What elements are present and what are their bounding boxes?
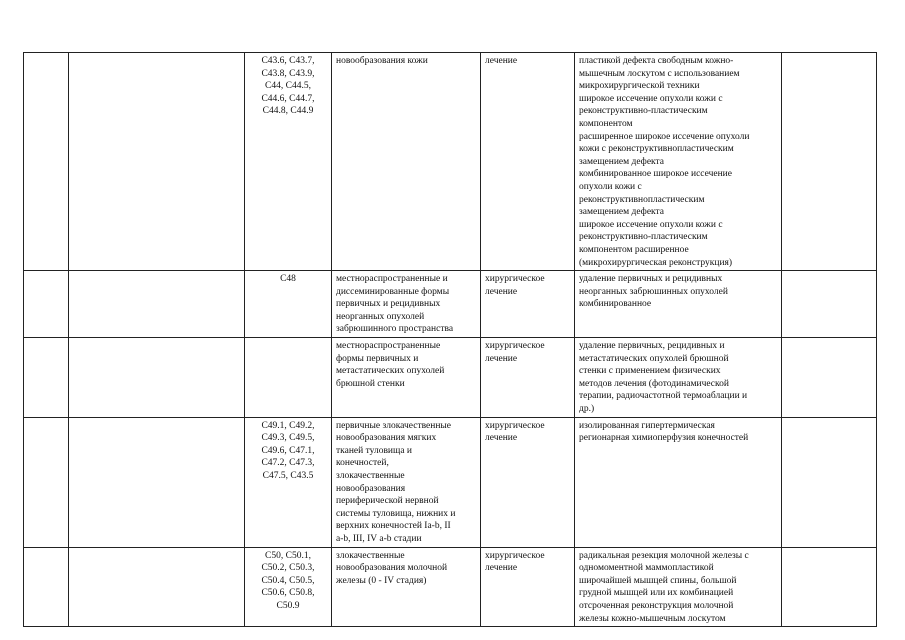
table-row bbox=[24, 53, 877, 271]
text-line: реконструктивнопластическим bbox=[579, 194, 705, 205]
empty-cell-norm bbox=[782, 547, 877, 627]
text-line: C44.8, C44.9 bbox=[262, 106, 314, 117]
empty-cell-index bbox=[24, 271, 69, 338]
text-line: лечение bbox=[485, 56, 518, 66]
text-line: хирургическое bbox=[485, 341, 545, 352]
empty-cell-norm bbox=[782, 271, 877, 338]
text-line: лечение bbox=[485, 563, 518, 574]
cell-method bbox=[575, 547, 782, 627]
text-line: радикальная резекция молочной железы с bbox=[579, 550, 749, 561]
text-line: C49.3, C49.5, bbox=[261, 433, 315, 444]
cell-condition bbox=[332, 53, 481, 271]
text-line: формы первичных и bbox=[336, 353, 419, 364]
text-line: реконструктивно-пластическим bbox=[579, 106, 708, 117]
text-line: C49.1, C49.2, bbox=[261, 420, 315, 431]
text-line: терапии, радиочастотной термоаблации и bbox=[579, 391, 748, 402]
cell-method bbox=[575, 417, 782, 547]
empty-cell-index bbox=[24, 338, 69, 418]
text-line: диссеминированные формы bbox=[336, 286, 450, 297]
text-line: местнораспространенные и bbox=[336, 274, 448, 285]
text-line: местнораспространенные bbox=[336, 341, 441, 352]
cell-codes bbox=[245, 547, 332, 627]
text-line: C48 bbox=[280, 274, 296, 285]
text-line: регионарная химиоперфузия конечностей bbox=[579, 433, 749, 444]
text-line: C50.6, C50.8, bbox=[261, 588, 315, 599]
text-line: C50.9 bbox=[276, 600, 300, 611]
text-line: лечение bbox=[485, 286, 518, 297]
text-line: хирургическое bbox=[485, 420, 545, 431]
text-line: хирургическое bbox=[485, 550, 545, 561]
text-line: системы туловища, нижних и bbox=[336, 508, 456, 519]
text-line: широчайшей мышцей спины, большой bbox=[579, 575, 737, 586]
text-line: (микрохирургическая реконструкция) bbox=[579, 257, 733, 268]
text-line: первичных и рецидивных bbox=[336, 299, 441, 310]
cell-method bbox=[575, 271, 782, 338]
text-line: комбинированное широкое иссечение bbox=[579, 169, 732, 180]
empty-cell-profile bbox=[69, 417, 245, 547]
cell-codes bbox=[245, 271, 332, 338]
text-line: C47.5, C43.5 bbox=[262, 471, 314, 481]
text-line: реконструктивно-пластическим bbox=[579, 232, 708, 243]
table-row bbox=[24, 271, 877, 338]
text-line: злокачественные bbox=[336, 471, 405, 481]
cell-treatment bbox=[481, 417, 575, 547]
text-line: отсроченная реконструкция молочной bbox=[579, 600, 734, 611]
text-line: C50, C50.1, bbox=[265, 550, 311, 561]
empty-cell-profile bbox=[69, 338, 245, 418]
text-line: методов лечения (фотодинамической bbox=[579, 378, 729, 389]
text-line: компонентом bbox=[579, 118, 633, 129]
empty-cell-index bbox=[24, 53, 69, 271]
text-line: кожи с реконструктивнопластическим bbox=[579, 144, 734, 155]
text-line: неорганных опухолей bbox=[336, 311, 425, 322]
cell-treatment bbox=[481, 547, 575, 627]
table-row bbox=[24, 338, 877, 418]
empty-cell-norm bbox=[782, 338, 877, 418]
text-line: железы кожно-мышечным лоскутом bbox=[579, 613, 726, 624]
text-line: широкое иссечение опухоли кожи с bbox=[579, 219, 723, 230]
cell-treatment bbox=[481, 271, 575, 338]
text-line: опухоли кожи с bbox=[579, 181, 642, 192]
text-line: C50.4, C50.5, bbox=[261, 575, 315, 586]
text-line: C47.2, C47.3, bbox=[261, 458, 315, 469]
cell-method bbox=[575, 53, 782, 271]
text-line: пластикой дефекта свободным кожно- bbox=[579, 56, 734, 66]
text-line: злокачественные bbox=[336, 550, 405, 561]
text-line: забрюшинного пространства bbox=[336, 324, 454, 335]
empty-cell-norm bbox=[782, 417, 877, 547]
text-line: др.) bbox=[579, 404, 595, 415]
cell-condition bbox=[332, 547, 481, 627]
text-line: C49.6, C47.1, bbox=[261, 445, 315, 456]
text-line: лечение bbox=[485, 433, 518, 444]
text-line: изолированная гипертермическая bbox=[579, 420, 715, 431]
text-line: a-b, III, IV a-b стадии bbox=[336, 533, 422, 544]
text-line: новообразования молочной bbox=[336, 563, 448, 574]
text-line: метастатических опухолей bbox=[336, 366, 445, 377]
text-line: расширенное широкое иссечение опухоли bbox=[579, 131, 750, 142]
cell-condition bbox=[332, 417, 481, 547]
cell-codes bbox=[245, 338, 332, 418]
empty-cell-index bbox=[24, 417, 69, 547]
text-line: неорганных забрюшинных опухолей bbox=[579, 286, 728, 297]
cell-codes bbox=[245, 417, 332, 547]
table-row bbox=[24, 547, 877, 627]
empty-cell-profile bbox=[69, 53, 245, 271]
cell-method bbox=[575, 338, 782, 418]
text-line: стенки с применением физических bbox=[579, 366, 721, 377]
text-line: грудной мышцей или их комбинацией bbox=[579, 588, 734, 599]
text-line: комбинированное bbox=[579, 299, 652, 310]
text-line: периферической нервной bbox=[336, 496, 439, 507]
text-line: первичные злокачественные bbox=[336, 420, 452, 431]
cell-treatment bbox=[481, 53, 575, 271]
text-line: C50.2, C50.3, bbox=[261, 563, 315, 574]
text-line: C44, C44.5, bbox=[265, 81, 311, 92]
text-line: брюшной стенки bbox=[336, 378, 405, 389]
text-line: одномоментной маммопластикой bbox=[579, 563, 714, 574]
text-line: лечение bbox=[485, 353, 518, 364]
cell-condition bbox=[332, 338, 481, 418]
text-line: новообразования кожи bbox=[336, 56, 428, 66]
empty-cell-profile bbox=[69, 271, 245, 338]
text-line: метастатических опухолей брюшной bbox=[579, 353, 729, 364]
empty-cell-profile bbox=[69, 547, 245, 627]
empty-cell-index bbox=[24, 547, 69, 627]
cell-treatment bbox=[481, 338, 575, 418]
text-line: хирургическое bbox=[485, 274, 545, 285]
empty-cell-norm bbox=[782, 53, 877, 271]
text-line: C43.8, C43.9, bbox=[261, 68, 315, 79]
text-line: тканей туловища и bbox=[336, 445, 413, 456]
text-line: широкое иссечение опухоли кожи с bbox=[579, 93, 723, 104]
text-line: верхних конечностей Ia-b, II bbox=[336, 521, 451, 532]
text-line: замещением дефекта bbox=[579, 207, 665, 218]
text-line: удаление первичных и рецидивных bbox=[579, 274, 723, 285]
document-page bbox=[23, 52, 877, 627]
medical-care-table bbox=[23, 52, 877, 627]
text-line: мышечным лоскутом с использованием bbox=[579, 68, 740, 79]
text-line: C44.6, C44.7, bbox=[261, 93, 315, 104]
text-line: новообразования мягких bbox=[336, 433, 437, 444]
text-line: микрохирургической техники bbox=[579, 81, 700, 92]
text-line: компонентом расширенное bbox=[579, 244, 689, 255]
table-row bbox=[24, 417, 877, 547]
text-line: замещением дефекта bbox=[579, 156, 665, 167]
text-line: C43.6, C43.7, bbox=[261, 56, 315, 66]
table-body bbox=[24, 53, 877, 627]
text-line: новообразования bbox=[336, 483, 406, 494]
text-line: конечностей, bbox=[336, 458, 389, 469]
cell-codes bbox=[245, 53, 332, 271]
text-line: удаление первичных, рецидивных и bbox=[579, 341, 725, 352]
cell-condition bbox=[332, 271, 481, 338]
text-line: железы (0 - IV стадия) bbox=[336, 575, 427, 586]
